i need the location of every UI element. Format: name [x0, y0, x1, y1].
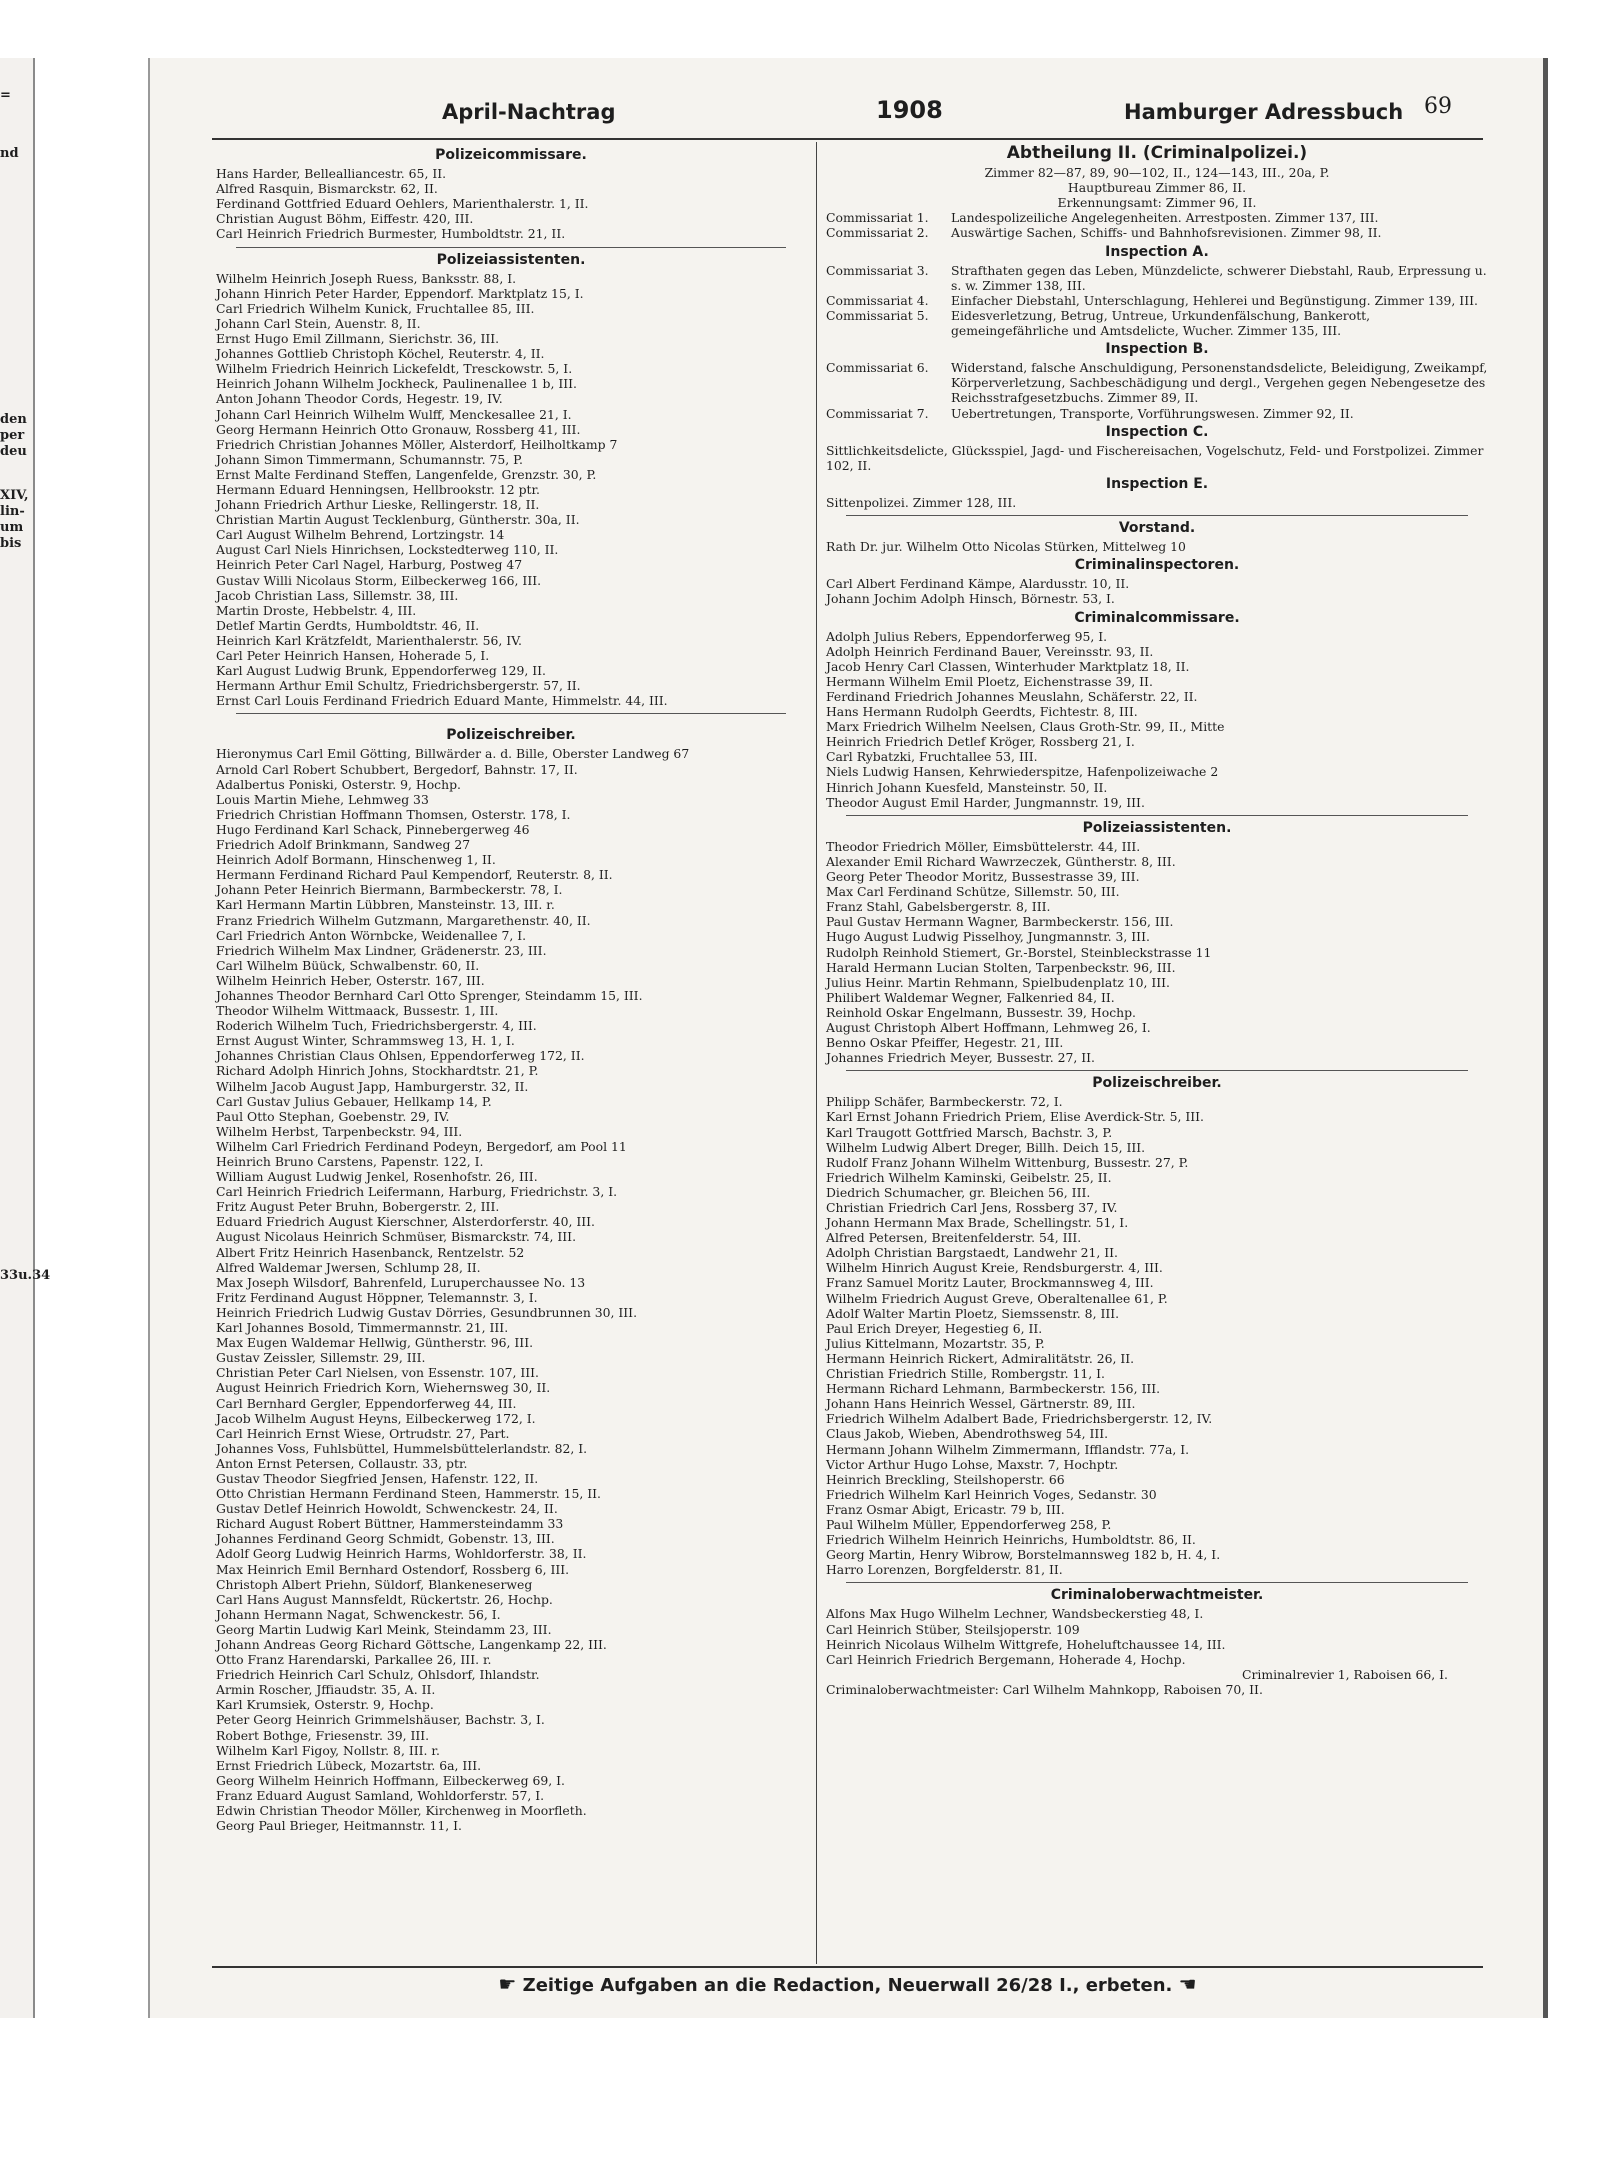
criminalrevier-chief: Criminaloberwachtmeister: Carl Wilhelm Mahnkopp, Raboisen 70, II.: [826, 1681, 1263, 1697]
directory-entry: Georg Wilhelm Heinrich Hoffmann, Eilbeckerweg 69, I.: [216, 1772, 565, 1788]
commissariat-label: Commissariat 5.: [826, 307, 929, 323]
commissariat-description: Widerstand, falsche Anschuldigung, Personenstandsdelicte, Beleidigung, Zweikampf, Körperverletzung, Sachbeschädigung und dergl., Vergehen gegen Nebengesetze des Reichsstrafgesetzbuchs. Zimmer 89, II.: [951, 360, 1488, 406]
directory-entry: Anton Ernst Petersen, Collaustr. 33, ptr.: [216, 1455, 468, 1471]
commissariat-label: Commissariat 2.: [826, 225, 929, 241]
directory-entry: Georg Hermann Heinrich Otto Gronauw, Rossberg 41, III.: [216, 421, 581, 437]
directory-entry: Franz Samuel Moritz Lauter, Brockmannsweg 4, III.: [826, 1275, 1154, 1291]
directory-entry: Karl August Ludwig Brunk, Eppendorferweg 129, II.: [216, 663, 546, 679]
directory-entry: Carl Friedrich Wilhelm Kunick, Fruchtallee 85, III.: [216, 300, 535, 316]
directory-entry: Johann Friedrich Arthur Lieske, Rellingerstr. 18, II.: [216, 497, 540, 513]
directory-entry: Alexander Emil Richard Wawrzeczek, Güntherstr. 8, III.: [826, 853, 1176, 869]
criminalrevier: Criminalrevier 1, Raboisen 66, I.: [1241, 1666, 1448, 1682]
section-heading-criminalinspectoren: Criminalinspectoren.: [1074, 557, 1240, 574]
commissariat-description: Uebertretungen, Transporte, Vorführungswesen. Zimmer 92, II.: [951, 405, 1354, 421]
commissariat-description: Landespolizeiliche Angelegenheiten. Arrestposten. Zimmer 137, III.: [951, 210, 1379, 226]
directory-entry: Johann Hans Heinrich Wessel, Gärtnerstr. 89, III.: [826, 1396, 1136, 1412]
directory-entry: Victor Arthur Hugo Lohse, Maxstr. 7, Hochptr.: [826, 1456, 1119, 1472]
directory-entry: Friedrich Adolf Brinkmann, Sandweg 27: [216, 837, 471, 853]
directory-entry: Adolph Heinrich Ferdinand Bauer, Vereinsstr. 93, II.: [826, 643, 1154, 659]
directory-entry: Jacob Wilhelm August Heyns, Eilbeckerweg 172, I.: [216, 1410, 536, 1426]
directory-entry: Fritz Ferdinand August Höppner, Telemannstr. 3, I.: [216, 1289, 538, 1305]
vorstand-list: [826, 539, 1488, 554]
directory-entry: Otto Christian Hermann Ferdinand Steen, Hammerstr. 15, II.: [216, 1486, 601, 1502]
polizeiassistenten-list: [216, 271, 806, 709]
directory-entry: Max Heinrich Emil Bernhard Ostendorf, Rossberg 6, III.: [216, 1561, 570, 1577]
directory-entry: Johannes Voss, Fuhlsbüttel, Hummelsbüttelerlandstr. 82, I.: [216, 1440, 588, 1456]
directory-entry: Carl Heinrich Friedrich Bergemann, Hoherade 4, Hochp.: [826, 1651, 1186, 1667]
directory-entry: Carl Heinrich Stüber, Steilsjoperstr. 109: [826, 1621, 1080, 1637]
directory-entry: William August Ludwig Jenkel, Rosenhofstr. 26, III.: [216, 1169, 538, 1185]
directory-entry: Adolph Christian Bargstaedt, Landwehr 21, II.: [826, 1245, 1118, 1261]
directory-entry: Johannes Christian Claus Ohlsen, Eppendorferweg 172, II.: [216, 1048, 585, 1064]
directory-entry: Rath Dr. jur. Wilhelm Otto Nicolas Stürken, Mittelweg 10: [826, 539, 1186, 555]
directory-entry: Carl Peter Heinrich Hansen, Hoherade 5, I.: [216, 648, 490, 663]
directory-entry: Julius Kittelmann, Mozartstr. 35, P.: [826, 1335, 1045, 1351]
directory-entry: Carl Rybatzki, Fruchtallee 53, III.: [826, 749, 1038, 765]
directory-entry: Karl Johannes Bosold, Timmermannstr. 21, III.: [216, 1320, 509, 1336]
commissariat-label: Commissariat 6.: [826, 360, 929, 376]
directory-entry: Reinhold Oskar Engelmann, Bussestr. 39, Hochp.: [826, 1004, 1136, 1020]
directory-entry: Rudolph Reinhold Stiemert, Gr.-Borstel, Steinbleckstrasse 11: [826, 944, 1212, 960]
directory-entry: Niels Ludwig Hansen, Kehrwiederspitze, Hafenpolizeiwache 2: [826, 764, 1219, 780]
directory-entry: Hans Hermann Rudolph Geerdts, Fichtestr. 8, III.: [826, 704, 1138, 720]
previous-page-margin: [0, 58, 51, 2018]
directory-entry: Richard Adolph Hinrich Johns, Stockhardtstr. 21, P.: [216, 1063, 539, 1079]
directory-entry: Franz Eduard August Samland, Wohldorferstr. 57, I.: [216, 1787, 545, 1803]
directory-entry: Carl Friedrich Anton Wörnbcke, Weidenallee 7, I.: [216, 927, 527, 943]
directory-entry: Karl Ernst Johann Friedrich Priem, Elise Averdick-Str. 5, III.: [826, 1109, 1204, 1125]
directory-entry: Theodor August Emil Harder, Jungmannstr. 19, III.: [826, 794, 1145, 810]
directory-entry: Paul Erich Dreyer, Hegestieg 6, II.: [826, 1320, 1043, 1336]
directory-entry: Ernst Hugo Emil Zillmann, Sierichstr. 36, III.: [216, 331, 500, 347]
directory-entry: Ernst August Winter, Schrammsweg 13, H. 1, I.: [216, 1033, 515, 1049]
directory-entry: Philipp Schäfer, Barmbeckerstr. 72, I.: [826, 1094, 1063, 1110]
section-rule: [846, 515, 1468, 516]
header-book-title: Hamburger Adressbuch: [1124, 100, 1404, 124]
commissariat-label: Commissariat 3.: [826, 262, 929, 278]
directory-entry: Heinrich Nicolaus Wilhelm Wittgrefe, Hoheluftchaussee 14, III.: [826, 1636, 1226, 1652]
directory-entry: Louis Martin Miehe, Lehmweg 33: [216, 791, 429, 807]
directory-entry: Friedrich Christian Hoffmann Thomsen, Osterstr. 178, I.: [216, 806, 571, 822]
commissariat-row: [826, 263, 1488, 293]
directory-entry: Fritz August Peter Bruhn, Bobergerstr. 2, III.: [216, 1199, 500, 1215]
directory-entry: Johann Simon Timmermann, Schumannstr. 75, P.: [216, 451, 523, 467]
criminalcommissare-list: [826, 629, 1488, 810]
directory-entry: Friedrich Wilhelm Karl Heinrich Voges, Sedanstr. 30: [826, 1486, 1157, 1502]
directory-entry: Albert Fritz Heinrich Hasenbanck, Rentzelstr. 52: [216, 1244, 525, 1260]
directory-entry: Christian Friedrich Stille, Rombergstr. 11, I.: [826, 1366, 1105, 1382]
directory-page: [148, 58, 1548, 2018]
margin-fragment: 33u.34: [0, 1268, 51, 1283]
section-heading-polizeischreiber: Polizeischreiber.: [446, 727, 576, 744]
erkennungsamt: Erkennungsamt: Zimmer 96, II.: [1057, 195, 1257, 211]
directory-entry: August Christoph Albert Hoffmann, Lehmweg 26, I.: [826, 1019, 1151, 1035]
directory-entry: Johann Hermann Nagat, Schwenckestr. 56, I.: [216, 1606, 501, 1622]
directory-entry: Adolph Julius Rebers, Eppendorferweg 95, I.: [826, 628, 1108, 644]
directory-entry: Heinrich Johann Wilhelm Jockheck, Paulinenallee 1 b, III.: [216, 376, 577, 392]
directory-entry: Adalbertus Poniski, Osterstr. 9, Hochp.: [216, 776, 461, 792]
directory-entry: Paul Wilhelm Müller, Eppendorferweg 258, P.: [826, 1516, 1112, 1532]
directory-entry: Christoph Albert Priehn, Süldorf, Blankeneserweg: [216, 1576, 533, 1592]
directory-entry: Claus Jakob, Wieben, Abendrothsweg 54, III.: [826, 1426, 1109, 1442]
margin-fragment: deu: [0, 444, 27, 459]
directory-entry: Ferdinand Friedrich Johannes Meuslahn, Schäferstr. 22, II.: [826, 689, 1198, 704]
section-rule: [846, 1070, 1468, 1071]
directory-entry: Johannes Theodor Bernhard Carl Otto Sprenger, Steindamm 15, III.: [216, 987, 643, 1003]
directory-entry: Heinrich Bruno Carstens, Papenstr. 122, I.: [216, 1154, 484, 1169]
section-heading-polizeischreiber-right: Polizeischreiber.: [1092, 1075, 1222, 1092]
directory-entry: Julius Heinr. Martin Rehmann, Spielbudenplatz 10, III.: [826, 974, 1170, 990]
page-footer: [212, 1972, 1483, 2002]
directory-entry: Heinrich Adolf Bormann, Hinschenweg 1, II.: [216, 852, 496, 868]
directory-entry: Max Carl Ferdinand Schütze, Sillemstr. 50, III.: [826, 884, 1120, 900]
directory-entry: Carl Bernhard Gergler, Eppendorferweg 44, III.: [216, 1395, 517, 1411]
directory-entry: Alfons Max Hugo Wilhelm Lechner, Wandsbeckerstieg 48, I.: [826, 1606, 1204, 1622]
directory-entry: Carl Heinrich Ernst Wiese, Ortrudstr. 27, Part.: [216, 1425, 510, 1441]
directory-entry: Gustav Theodor Siegfried Jensen, Hafenstr. 122, II.: [216, 1470, 539, 1486]
directory-entry: Hermann Richard Lehmann, Barmbeckerstr. 156, III.: [826, 1381, 1161, 1397]
directory-entry: Johann Carl Heinrich Wilhelm Wulff, Menckesallee 21, I.: [216, 406, 572, 422]
margin-fragment: um: [0, 520, 24, 535]
directory-entry: Carl Heinrich Friedrich Burmester, Humboldtstr. 21, II.: [216, 226, 566, 242]
directory-entry: Robert Bothge, Friesenstr. 39, III.: [216, 1727, 430, 1743]
directory-entry: Friedrich Wilhelm Adalbert Bade, Friedrichsbergerstr. 12, IV.: [826, 1411, 1213, 1427]
directory-entry: Christian Friedrich Carl Jens, Rossberg 37, IV.: [826, 1200, 1118, 1215]
directory-entry: Franz Friedrich Wilhelm Gutzmann, Margarethenstr. 40, II.: [216, 912, 591, 928]
commissariat-row: [826, 293, 1488, 308]
page-header: [212, 94, 1483, 134]
directory-entry: Ferdinand Gottfried Eduard Oehlers, Marienthalerstr. 1, II.: [216, 196, 589, 212]
directory-entry: Hieronymus Carl Emil Götting, Billwärder a. d. Bille, Oberster Landweg 67: [216, 746, 690, 762]
directory-entry: Otto Franz Harendarski, Parkallee 26, III. r.: [216, 1652, 492, 1668]
margin-fragment: lin-: [0, 504, 25, 519]
directory-entry: Johann Hermann Max Brade, Schellingstr. 51, I.: [826, 1215, 1129, 1231]
directory-entry: Wilhelm Carl Friedrich Ferdinand Podeyn, Bergedorf, am Pool 11: [216, 1138, 627, 1154]
directory-entry: Wilhelm Jacob August Japp, Hamburgerstr. 32, II.: [216, 1078, 529, 1094]
directory-entry: Friedrich Heinrich Carl Schulz, Ohlsdorf, Ihlandstr.: [216, 1667, 540, 1683]
directory-entry: Hugo Ferdinand Karl Schack, Pinnebergerweg 46: [216, 821, 530, 837]
directory-entry: Jacob Henry Carl Classen, Winterhuder Marktplatz 18, II.: [826, 658, 1190, 674]
directory-entry: Gustav Zeissler, Sillemstr. 29, III.: [216, 1350, 426, 1366]
directory-entry: Max Joseph Wilsdorf, Bahrenfeld, Luruperchaussee No. 13: [216, 1274, 586, 1290]
directory-entry: Carl Heinrich Friedrich Leifermann, Harburg, Friedrichstr. 3, I.: [216, 1184, 618, 1200]
directory-entry: Rudolf Franz Johann Wilhelm Wittenburg, Bussestr. 27, P.: [826, 1154, 1189, 1170]
commissariat-row: [826, 225, 1488, 240]
directory-entry: Johann Andreas Georg Richard Göttsche, Langenkamp 22, III.: [216, 1637, 607, 1652]
pointing-hand-right-icon: ☚: [1178, 1972, 1197, 1996]
polizeicommissare-list: [216, 166, 806, 241]
footer-rule: [212, 1966, 1483, 1968]
directory-entry: Heinrich Friedrich Detlef Kröger, Rossberg 21, I.: [826, 734, 1135, 750]
directory-entry: Gustav Willi Nicolaus Storm, Eilbeckerweg 166, III.: [216, 572, 542, 588]
directory-entry: Hermann Eduard Henningsen, Hellbrookstr. 12 ptr.: [216, 481, 540, 497]
directory-entry: Karl Traugott Gottfried Marsch, Bachstr. 3, P.: [826, 1124, 1113, 1140]
directory-entry: Johann Jochim Adolph Hinsch, Börnestr. 53, I.: [826, 591, 1115, 607]
directory-entry: Johannes Ferdinand Georg Schmidt, Gobenstr. 13, III.: [216, 1531, 555, 1547]
directory-entry: Alfred Petersen, Breitenfelderstr. 54, III.: [826, 1230, 1082, 1246]
margin-fragment: per: [0, 428, 25, 443]
directory-entry: Anton Johann Theodor Cords, Hegestr. 19, IV.: [216, 391, 503, 407]
section-heading-criminalcommissare: Criminalcommissare.: [1074, 609, 1240, 626]
directory-entry: Carl Albert Ferdinand Kämpe, Alardusstr. 10, II.: [826, 576, 1130, 592]
directory-entry: Max Eugen Waldemar Hellwig, Güntherstr. 96, III.: [216, 1335, 534, 1351]
directory-entry: Heinrich Peter Carl Nagel, Harburg, Postweg 47: [216, 557, 523, 573]
section-heading-polizeiassistenten: Polizeiassistenten.: [436, 251, 586, 268]
directory-entry: Gustav Detlef Heinrich Howoldt, Schwenckestr. 24, II.: [216, 1501, 558, 1517]
inspection-b-list: [826, 360, 1488, 420]
directory-entry: Carl August Wilhelm Behrend, Lortzingstr. 14: [216, 527, 505, 543]
directory-entry: Marx Friedrich Wilhelm Neelsen, Claus Groth-Str. 99, II., Mitte: [826, 719, 1225, 735]
header-supplement-title: April-Nachtrag: [442, 100, 616, 124]
directory-entry: Franz Stahl, Gabelsbergerstr. 8, III.: [826, 899, 1051, 915]
directory-entry: Johannes Gottlieb Christoph Köchel, Reuterstr. 4, II.: [216, 346, 545, 362]
directory-entry: Carl Wilhelm Büück, Schwalbenstr. 60, II.: [216, 957, 480, 973]
section-heading-vorstand: Vorstand.: [1118, 520, 1196, 537]
directory-entry: Heinrich Karl Krätzfeldt, Marienthalerstr. 56, IV.: [216, 632, 522, 648]
hauptbureau: Hauptbureau Zimmer 86, II.: [1067, 180, 1247, 196]
section-rule: [236, 247, 786, 248]
directory-entry: Edwin Christian Theodor Möller, Kirchenweg in Moorfleth.: [216, 1803, 587, 1819]
directory-entry: Georg Martin Ludwig Karl Meink, Steindamm 23, III.: [216, 1621, 552, 1637]
directory-entry: Paul Gustav Hermann Wagner, Barmbeckerstr. 156, III.: [826, 914, 1174, 930]
directory-entry: Wilhelm Friedrich August Greve, Oberaltenallee 61, P.: [826, 1290, 1168, 1306]
directory-entry: Benno Oskar Pfeiffer, Hegestr. 21, III.: [826, 1035, 1064, 1051]
directory-entry: August Nicolaus Heinrich Schmüser, Bismarckstr. 74, III.: [216, 1229, 577, 1245]
directory-entry: Christian August Böhm, Eiffestr. 420, III.: [216, 211, 474, 227]
directory-entry: Philibert Waldemar Wegner, Falkenried 84, II.: [826, 989, 1115, 1005]
section-heading-inspection-a: Inspection A.: [1105, 243, 1209, 260]
directory-entry: Hermann Arthur Emil Schultz, Friedrichsbergerstr. 57, II.: [216, 678, 581, 694]
directory-entry: Georg Paul Brieger, Heitmannstr. 11, I.: [216, 1818, 462, 1834]
directory-entry: Wilhelm Heinrich Joseph Ruess, Banksstr. 88, I.: [216, 270, 517, 286]
directory-entry: Wilhelm Hinrich August Kreie, Rendsburgerstr. 4, III.: [826, 1260, 1163, 1276]
section-heading-inspection-e: Inspection E.: [1105, 475, 1209, 492]
left-column: [216, 144, 806, 1833]
directory-entry: Arnold Carl Robert Schubbert, Bergedorf, Bahnstr. 17, II.: [216, 761, 578, 777]
directory-entry: August Carl Niels Hinrichsen, Lockstedterweg 110, II.: [216, 542, 559, 558]
polizeischreiber-list: [216, 746, 806, 1833]
polizeiassistenten-right-list: [826, 839, 1488, 1065]
directory-entry: Wilhelm Herbst, Tarpenbeckstr. 94, III.: [216, 1123, 463, 1139]
right-column: [826, 144, 1488, 1697]
commissariat-description: Auswärtige Sachen, Schiffs- und Bahnhofsrevisionen. Zimmer 98, II.: [951, 225, 1382, 241]
directory-entry: Richard August Robert Büttner, Hammersteindamm 33: [216, 1516, 564, 1532]
directory-entry: Martin Droste, Hebbelstr. 4, III.: [216, 602, 417, 618]
commissariat-row: [826, 210, 1488, 225]
directory-entry: Friedrich Wilhelm Kaminski, Geibelstr. 25, II.: [826, 1169, 1112, 1185]
section-heading-polizeicommissare: Polizeicommissare.: [435, 147, 587, 163]
commissariat-description: Einfacher Diebstahl, Unterschlagung, Hehlerei und Begünstigung. Zimmer 139, III.: [951, 292, 1478, 308]
directory-entry: Franz Osmar Abigt, Ericastr. 79 b, III.: [826, 1501, 1065, 1517]
commissariat-label: Commissariat 7.: [826, 405, 929, 421]
directory-entry: Hugo August Ludwig Pisselhoy, Jungmannstr. 3, III.: [826, 929, 1150, 945]
commissariat-list: [826, 210, 1488, 240]
department-rooms: Zimmer 82—87, 89, 90—102, II., 124—143, III., 20a, P.: [984, 165, 1330, 181]
directory-entry: Carl Gustav Julius Gebauer, Hellkamp 14, P.: [216, 1093, 492, 1109]
directory-entry: Wilhelm Heinrich Heber, Osterstr. 167, III.: [216, 972, 485, 988]
directory-entry: Detlef Martin Gerdts, Humboldtstr. 46, II.: [216, 617, 480, 633]
section-heading-criminaloberwachtmeister: Criminaloberwachtmeister.: [1050, 1587, 1264, 1604]
directory-entry: Adolf Walter Martin Ploetz, Siemssenstr. 8, III.: [826, 1305, 1120, 1321]
section-heading-polizeiassistenten-right: Polizeiassistenten.: [1082, 819, 1232, 836]
directory-entry: Alfred Waldemar Jwersen, Schlump 28, II.: [216, 1259, 481, 1275]
directory-entry: Armin Roscher, Jffiaudstr. 35, A. II.: [216, 1682, 436, 1698]
directory-entry: Roderich Wilhelm Tuch, Friedrichsbergerstr. 4, III.: [216, 1018, 537, 1034]
directory-entry: Ernst Friedrich Lübeck, Mozartstr. 6a, III.: [216, 1757, 482, 1773]
margin-fragment: nd: [0, 146, 19, 161]
directory-entry: Hinrich Johann Kuesfeld, Mansteinstr. 50, II.: [826, 779, 1108, 795]
directory-entry: Johannes Friedrich Meyer, Bussestr. 27, II.: [826, 1050, 1095, 1066]
directory-entry: Wilhelm Friedrich Heinrich Lickefeldt, Tresckowstr. 5, I.: [216, 361, 573, 377]
section-heading-inspection-c: Inspection C.: [1105, 423, 1209, 440]
margin-fragment: =: [0, 88, 11, 103]
header-year: 1908: [876, 96, 943, 124]
directory-entry: Jacob Christian Lass, Sillemstr. 38, III.: [216, 587, 459, 603]
directory-entry: Ernst Carl Louis Ferdinand Friedrich Eduard Mante, Himmelstr. 44, III.: [216, 693, 668, 709]
directory-entry: Friedrich Christian Johannes Möller, Alsterdorf, Heilholtkamp 7: [216, 436, 618, 452]
directory-entry: Ernst Malte Ferdinand Steffen, Langenfelde, Grenzstr. 30, P.: [216, 466, 597, 482]
inspection-a-list: [826, 263, 1488, 338]
directory-entry: Johann Carl Stein, Auenstr. 8, II.: [216, 315, 421, 331]
directory-entry: Karl Hermann Martin Lübbren, Mansteinstr. 13, III. r.: [216, 897, 555, 913]
margin-fragment: bis: [0, 536, 22, 551]
section-rule: [236, 713, 786, 714]
directory-entry: Christian Martin August Tecklenburg, Güntherstr. 30a, II.: [216, 512, 580, 528]
directory-entry: Karl Krumsiek, Osterstr. 9, Hochp.: [216, 1697, 434, 1713]
polizeischreiber-right-list: [826, 1094, 1488, 1577]
directory-entry: Hans Harder, Bellealliancestr. 65, II.: [216, 166, 447, 182]
directory-entry: Adolf Georg Ludwig Heinrich Harms, Wohldorferstr. 38, II.: [216, 1546, 587, 1562]
directory-entry: Wilhelm Karl Figoy, Nollstr. 8, III. r.: [216, 1742, 440, 1758]
directory-entry: Hermann Wilhelm Emil Ploetz, Eichenstrasse 39, II.: [826, 673, 1153, 689]
commissariat-row: [826, 308, 1488, 338]
directory-entry: Diedrich Schumacher, gr. Bleichen 56, III.: [826, 1184, 1091, 1200]
directory-entry: Friedrich Wilhelm Heinrich Heinrichs, Humboldtstr. 86, II.: [826, 1532, 1196, 1548]
section-rule: [846, 815, 1468, 816]
section-rule: [846, 1582, 1468, 1583]
commissariat-description: Strafthaten gegen das Leben, Münzdelicte, schwerer Diebstahl, Raub, Erpressung u. s. w. Zimmer 138, III.: [951, 262, 1487, 293]
margin-fragment: XIV,: [0, 488, 29, 503]
margin-fragment: den: [0, 412, 27, 427]
commissariat-row: [826, 360, 1488, 405]
directory-entry: Harro Lorenzen, Borgfelderstr. 81, II.: [826, 1562, 1063, 1578]
directory-entry: Heinrich Breckling, Steilshoperstr. 66: [826, 1471, 1065, 1487]
directory-entry: Hermann Ferdinand Richard Paul Kempendorf, Reuterstr. 8, II.: [216, 867, 613, 883]
directory-entry: Wilhelm Ludwig Albert Dreger, Billh. Deich 15, III.: [826, 1139, 1146, 1155]
commissariat-row: [826, 406, 1488, 421]
inspection-c-text: Sittlichkeitsdelicte, Glücksspiel, Jagd- und Fischereisachen, Vogelschutz, Feld- und Forstpolizei. Zimmer 102, II.: [826, 442, 1484, 473]
commissariat-label: Commissariat 4.: [826, 292, 929, 308]
header-rule: [212, 138, 1483, 140]
directory-entry: Eduard Friedrich August Kierschner, Alsterdorferstr. 40, III.: [216, 1214, 595, 1230]
directory-entry: Harald Hermann Lucian Stolten, Tarpenbeckstr. 96, III.: [826, 959, 1176, 975]
criminaloberwachtmeister-list: [826, 1606, 1488, 1666]
commissariat-label: Commissariat 1.: [826, 210, 929, 226]
page-number: 69: [1424, 94, 1452, 119]
directory-entry: Heinrich Friedrich Ludwig Gustav Dörries, Gesundbrunnen 30, III.: [216, 1304, 638, 1320]
directory-entry: Christian Peter Carl Nielsen, von Essenstr. 107, III.: [216, 1365, 539, 1381]
directory-entry: Hermann Heinrich Rickert, Admiralitätstr. 26, II.: [826, 1350, 1135, 1366]
department-title: Abtheilung II. (Criminalpolizei.): [1006, 143, 1308, 163]
column-divider: [816, 142, 817, 1964]
commissariat-description: Eidesverletzung, Betrug, Untreue, Urkundenfälschung, Bankerott, gemeingefährliche und Amtsdelicte, Wucher. Zimmer 135, III.: [951, 307, 1371, 339]
directory-entry: Hermann Johann Wilhelm Zimmermann, Ifflandstr. 77a, I.: [826, 1441, 1190, 1457]
pointing-hand-left-icon: ☛: [498, 1972, 517, 1996]
directory-entry: Johann Peter Heinrich Biermann, Barmbeckerstr. 78, I.: [216, 882, 563, 898]
directory-entry: Georg Peter Theodor Moritz, Bussestrasse 39, III.: [826, 869, 1140, 885]
inspection-e-text: Sittenpolizei. Zimmer 128, III.: [826, 494, 1017, 510]
directory-entry: Friedrich Wilhelm Max Lindner, Grädenerstr. 23, III.: [216, 942, 547, 958]
directory-entry: Georg Martin, Henry Wibrow, Borstelmannsweg 182 b, H. 4, I.: [826, 1547, 1221, 1563]
directory-entry: August Heinrich Friedrich Korn, Wiehernsweg 30, II.: [216, 1380, 551, 1396]
directory-entry: Paul Otto Stephan, Goebenstr. 29, IV.: [216, 1108, 450, 1124]
section-heading-inspection-b: Inspection B.: [1105, 341, 1209, 358]
directory-entry: Theodor Wilhelm Wittmaack, Bussestr. 1, III.: [216, 1003, 499, 1019]
criminalinspectoren-list: [826, 576, 1488, 606]
directory-entry: Johann Hinrich Peter Harder, Eppendorf. Marktplatz 15, I.: [216, 285, 584, 301]
directory-entry: Peter Georg Heinrich Grimmelshäuser, Bachstr. 3, I.: [216, 1712, 545, 1728]
directory-entry: Carl Hans August Mannsfeldt, Rückertstr. 26, Hochp.: [216, 1591, 553, 1607]
directory-entry: Alfred Rasquin, Bismarckstr. 62, II.: [216, 181, 438, 197]
directory-entry: Theodor Friedrich Möller, Eimsbüttelerstr. 44, III.: [826, 838, 1141, 854]
footer-notice: Zeitige Aufgaben an die Redaction, Neuerwall 26/28 I., erbeten.: [522, 1975, 1173, 1996]
